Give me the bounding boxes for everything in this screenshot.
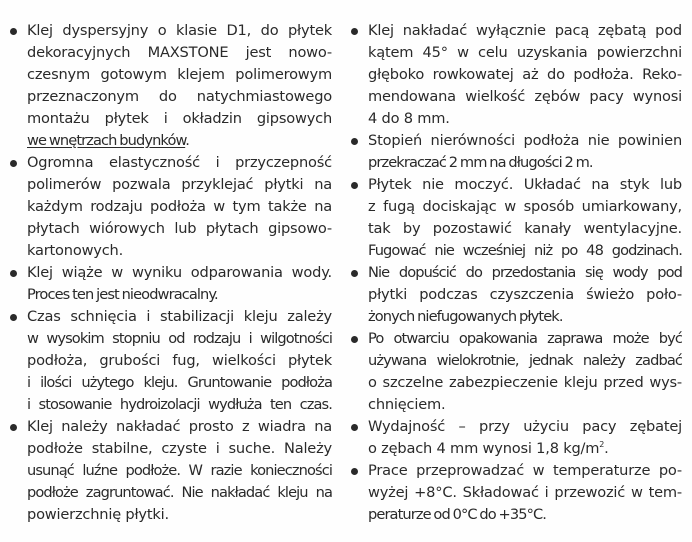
text-line: podłoże zagruntować. Nie nakładać kleju na	[27, 484, 332, 501]
text-line: peraturze od 0°C do +35°C.	[368, 506, 547, 523]
superscript: 2	[599, 440, 605, 449]
bullet-item	[351, 20, 682, 130]
text-line: płytki podczas czyszczenia świeżo poło-	[368, 286, 682, 303]
bullet-item	[351, 460, 682, 526]
bullet-item	[10, 306, 332, 416]
bullet-item	[351, 262, 682, 328]
bullet-icon	[10, 270, 17, 277]
bullet-icon	[351, 182, 358, 189]
text-line: Wydajność – przy użyciu pacy zębatej	[368, 418, 682, 435]
text-line: 4 do 8 mm.	[368, 110, 450, 127]
text-line: Po otwarciu opakowania zaprawa może być	[368, 330, 682, 347]
text-line: tak by pozostawić kanały wentylacyjne.	[368, 220, 682, 237]
bullet-icon	[10, 160, 17, 167]
text-line	[368, 438, 682, 460]
bullet-item	[351, 130, 682, 174]
bullet-item	[351, 328, 682, 416]
text-line: o szczelne zabezpieczenie kleju przed wys-	[368, 374, 682, 391]
text-line: Ogromna elastyczność i przyczepność	[27, 154, 332, 171]
bullet-item	[351, 174, 682, 262]
bullet-item	[10, 152, 332, 262]
text-line: Płytek nie moczyć. Układać na styk lub	[368, 176, 682, 193]
text-line: Proces ten jest nieodwracalny.	[27, 286, 218, 303]
text-line: mendowana wielkość zębów pacy wynosi	[368, 88, 682, 105]
text-line: Czas schnięcia i stabilizacji kleju zależy	[27, 308, 332, 325]
text-line: chnięciem.	[368, 396, 446, 413]
text-line: wyżej +8°C. Składować i przewozić w tem-	[368, 484, 682, 501]
text-line: montażu płytek i okładzin gipsowych	[27, 110, 332, 127]
text-line: Fugować nie wcześniej niż po 48 godzinach.	[368, 242, 682, 259]
text-line: kątem 45° w celu uzyskania powierzchni	[368, 44, 682, 61]
bullet-icon	[10, 424, 17, 431]
bullet-icon	[351, 468, 358, 475]
text-line: z fugą dociskając w sposób umiarkowany,	[368, 198, 682, 215]
text-line: podłoże stabilne, czyste i suche. Należy	[27, 440, 332, 457]
bullet-item	[10, 262, 332, 306]
text-line: podłoża, grubości fug, wielkości płytek	[27, 352, 332, 369]
bullet-icon	[10, 28, 17, 35]
text-line: głęboko rowkowatej aż do podłoża. Reko-	[368, 66, 682, 83]
text-line: płytach wiórowych lub płytach gipsowo-	[27, 220, 332, 237]
text-line: żonych niefugowanych płytek.	[368, 308, 563, 325]
underlined-text: we wnętrzach budynków	[27, 132, 186, 149]
text-line: w wysokim stopniu od rodzaju i wilgotności	[27, 330, 332, 347]
period: .	[185, 132, 189, 149]
text-line: Prace przeprowadzać w temperaturze po-	[368, 462, 682, 479]
text-line: polimerów pozwala przyklejać płytki na	[27, 176, 332, 193]
text-line: i stosowanie hydroizolacji wydłuża ten czas.	[27, 396, 332, 413]
text-line: używana wielokrotnie, jednak należy zadbać	[368, 352, 682, 369]
bullet-icon	[351, 138, 358, 145]
text-line: dekoracyjnych MAXSTONE jest nowo-	[27, 44, 332, 61]
bullet-icon	[351, 424, 358, 431]
yield-text: o zębach 4 mm wynosi 1,8 kg/m	[368, 440, 600, 457]
text-line: kartonowych.	[27, 242, 124, 259]
text-line: Nie dopuścić do przedostania się wody pod	[368, 264, 682, 281]
left-column	[10, 20, 332, 526]
text-line: Klej nakładać wyłącznie pacą zębatą pod	[368, 22, 682, 39]
right-column	[351, 20, 682, 526]
text-line: Klej dyspersyjny o klasie D1, do płytek	[27, 22, 332, 39]
text-line: i ilości użytego kleju. Gruntowanie podłoża	[27, 374, 332, 391]
bullet-item	[351, 416, 682, 460]
text-line: Klej należy nakładać prosto z wiadra na	[27, 418, 332, 435]
text-line: usunąć luźne podłoże. W razie konieczności	[27, 462, 332, 479]
text-line: przekraczać 2 mm na długości 2 m.	[368, 154, 593, 171]
text-line: czesnym gotowym klejem polimerowym	[27, 66, 332, 83]
period: .	[604, 440, 609, 457]
text-line: każdym rodzaju podłoża w tym także na	[27, 198, 332, 215]
text-line	[27, 130, 332, 152]
text-line: Klej wiąże w wyniku odparowania wody.	[27, 264, 332, 281]
bullet-item	[10, 416, 332, 526]
bullet-icon	[10, 314, 17, 321]
text-line: przeznaczonym do natychmiastowego	[27, 88, 332, 105]
bullet-icon	[351, 28, 358, 35]
text-line: Stopień nierówności podłoża nie powinien	[368, 132, 682, 149]
text-line: powierzchnię płytki.	[27, 506, 169, 523]
bullet-icon	[351, 336, 358, 343]
bullet-item	[10, 20, 332, 152]
bullet-icon	[351, 270, 358, 277]
